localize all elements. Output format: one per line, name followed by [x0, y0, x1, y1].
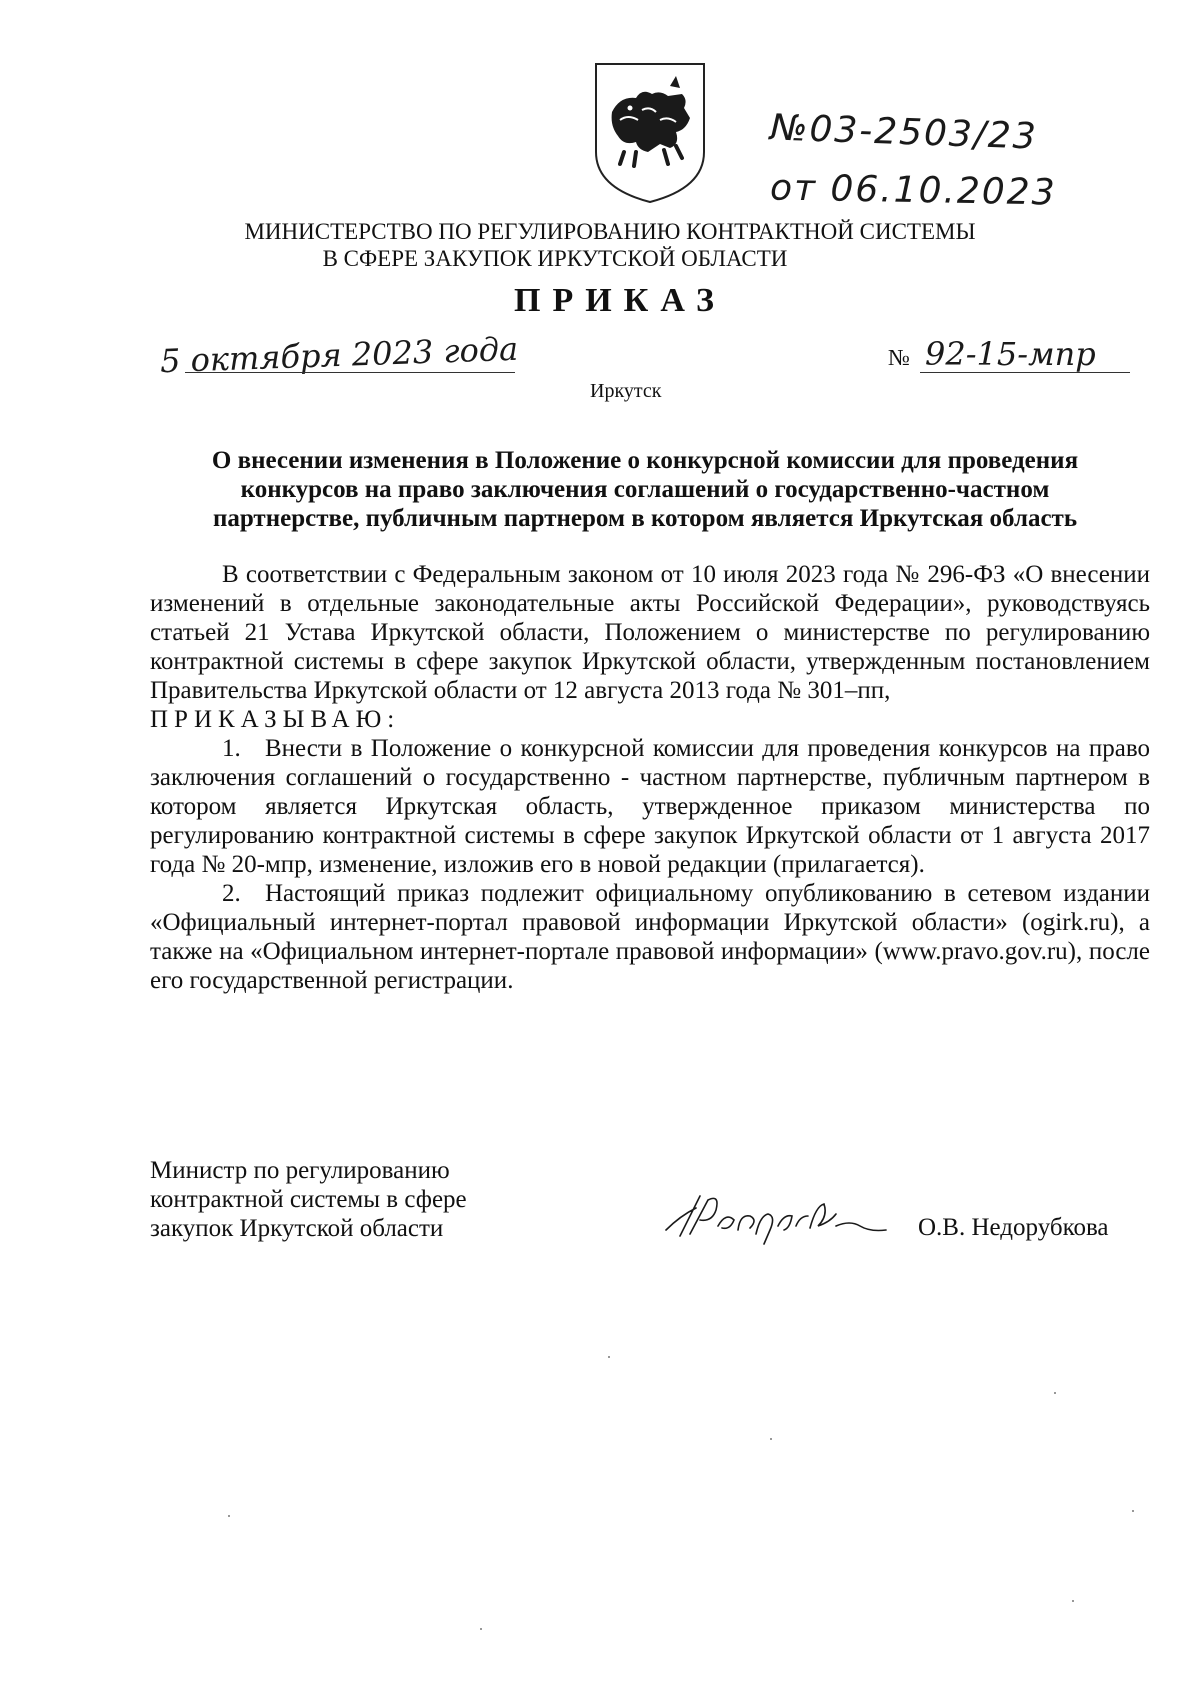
ministry-line-2: В СФЕРЕ ЗАКУПОК ИРКУТСКОЙ ОБЛАСТИ — [322, 246, 788, 271]
ministry-heading — [0, 218, 1200, 272]
subject-line-2: конкурсов на право заключения соглашений о государственно-частном — [240, 476, 1050, 503]
scan-speck — [608, 1356, 610, 1358]
scan-speck — [770, 1438, 772, 1440]
preamble: В соответствии с Федеральным законом от 10 июля 2023 года № 296-ФЗ «О внесении изменений в отдельные законодательные акты Российской Федерации», руководствуясь статьей 21 Устава Иркутской области, Положением о министерстве по регулированию контрактной системы в сфере закупок Иркутской области, утвержденным постановлением Правительства Иркутской области от 12 августа 2013 года № 301–пп, — [150, 561, 1150, 704]
handwritten-signature — [660, 1186, 890, 1256]
scan-speck — [228, 1515, 230, 1517]
subject-line-1: О внесении изменения в Положение о конкурсной комиссии для проведения — [211, 447, 1079, 474]
subject-line-3: партнерстве, публичным партнером в котором является Иркутская область — [212, 505, 1078, 532]
list-item — [150, 734, 1150, 879]
registration-number: №03-2503/23 — [769, 107, 1039, 158]
date-underline — [185, 372, 515, 373]
order-word: ПРИКАЗЫВАЮ: — [150, 706, 401, 733]
signer-title-line-1: Министр по регулированию — [150, 1157, 450, 1184]
number-underline — [920, 372, 1130, 373]
signer-title — [150, 1156, 467, 1243]
order-city: Иркутск — [590, 380, 662, 402]
order-body — [150, 560, 1150, 995]
signer-title-line-3: закупок Иркутской области — [150, 1215, 444, 1242]
list-item — [150, 879, 1150, 995]
scan-speck — [480, 1628, 482, 1630]
order-subject — [150, 446, 1140, 533]
signer-title-line-2: контрактной системы в сфере — [150, 1186, 467, 1213]
scan-speck — [1054, 1392, 1056, 1394]
scan-speck — [1072, 1600, 1074, 1602]
signer-name: О.В. Недорубкова — [918, 1214, 1109, 1241]
item-number: 1. — [222, 735, 241, 762]
scan-speck — [1132, 1510, 1134, 1512]
irkutsk-coat-of-arms-icon — [590, 60, 710, 206]
ministry-line-1: МИНИСТЕРСТВО ПО РЕГУЛИРОВАНИЮ КОНТРАКТНОЙ СИСТЕМЫ — [244, 219, 976, 244]
item-number: 2. — [222, 880, 241, 907]
order-number: 92-15-мпр — [925, 335, 1096, 373]
item-text: Внести в Положение о конкурсной комиссии для проведения конкурсов на право заключения соглашений о государственно - частном партнерстве, публичным партнером в котором является Иркутская область, утвержденное приказом министерства по регулированию контрактной системы в сфере закупок Иркутской области от 1 августа 2017 года № 20-мпр, изменение, изложив его в новой редакции (прилагается). — [150, 735, 1150, 878]
registration-date: от 06.10.2023 — [769, 167, 1057, 214]
order-date: 5 октября 2023 года — [159, 329, 519, 381]
item-text: Настоящий приказ подлежит официальному опубликованию в сетевом издании «Официальный интернет-портал правовой информации Иркутской области» (ogirk.ru), а также на «Официальном интернет-портале правовой информации» (www.pravo.gov.ru), после его государственной регистрации. — [150, 880, 1150, 994]
order-number-sign: № — [888, 345, 910, 370]
order-title: ПРИКАЗ — [514, 282, 726, 319]
